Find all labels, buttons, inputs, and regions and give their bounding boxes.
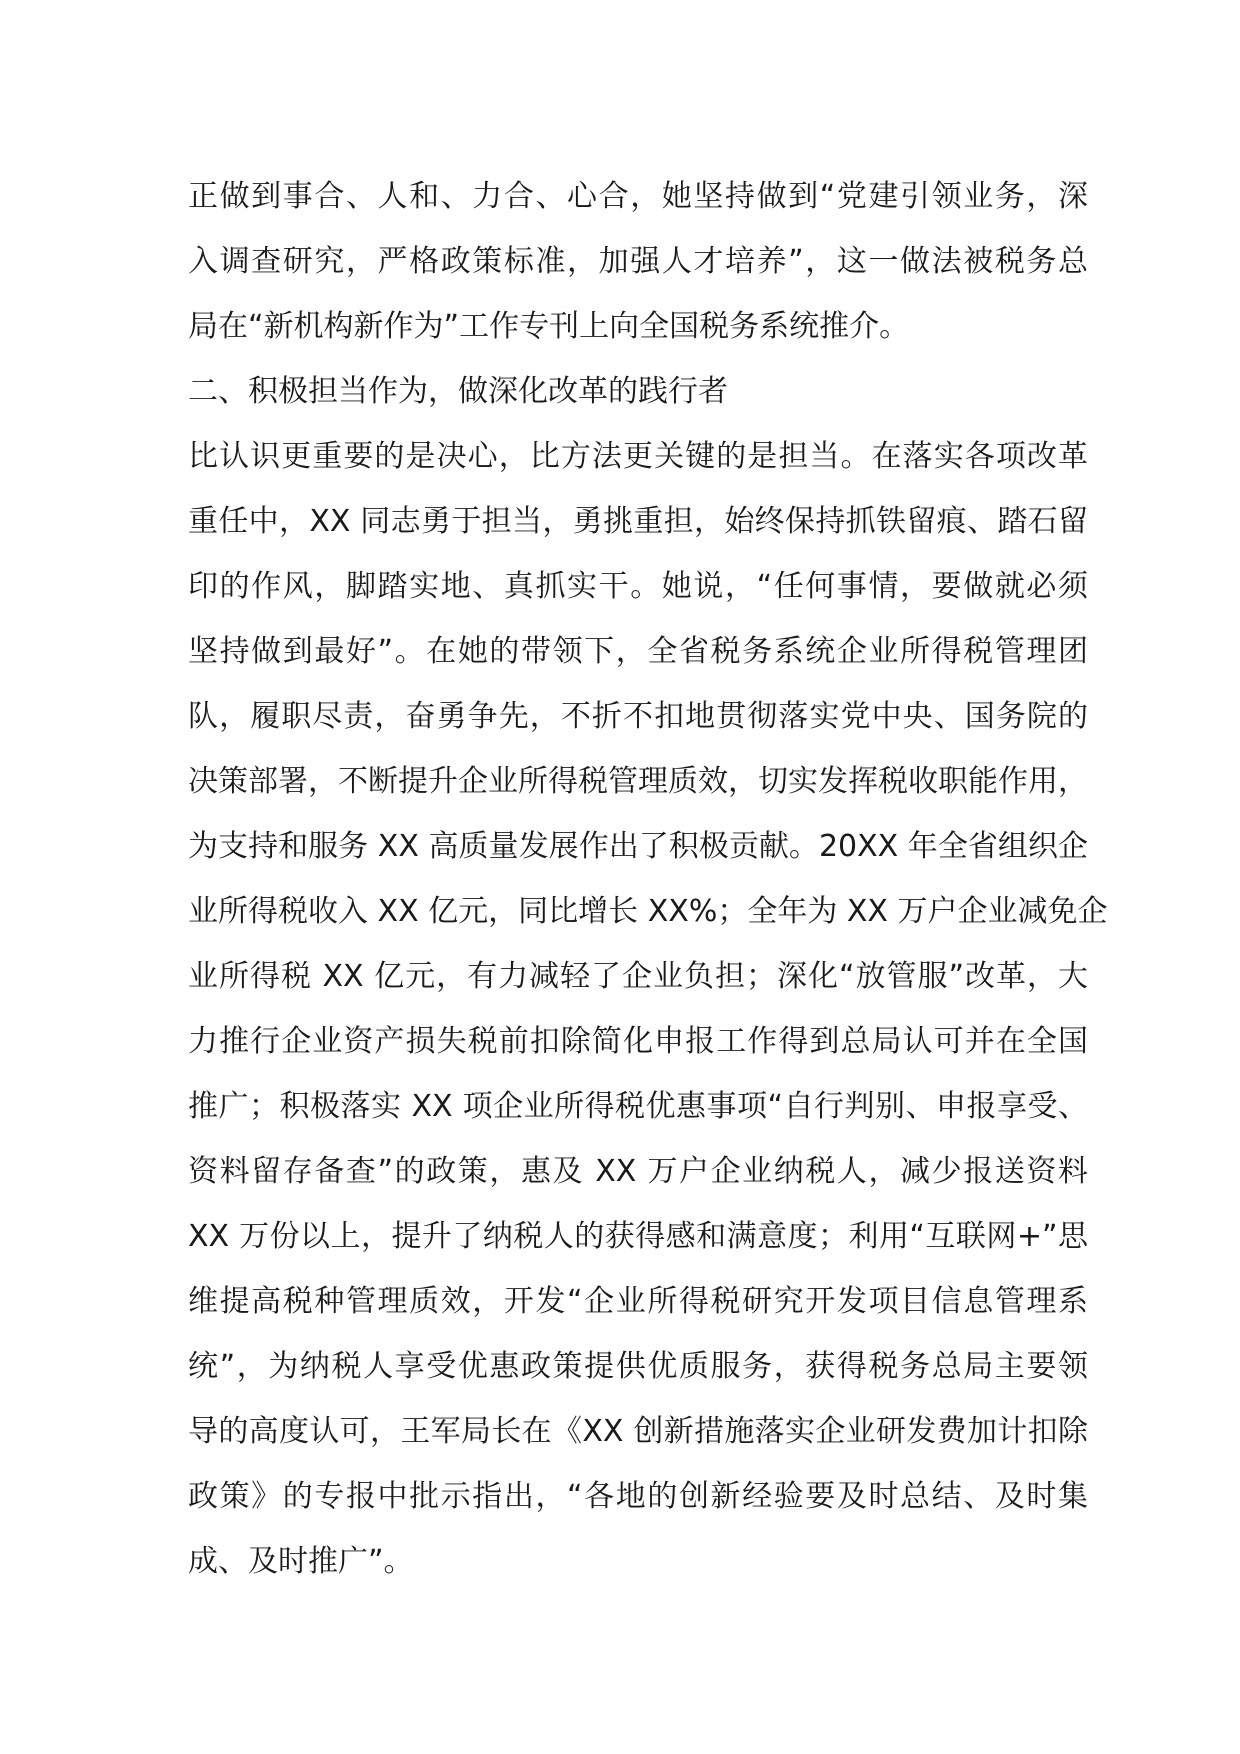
text-line: 导的高度认可，王军局长在《XX 创新措施落实企业研发费加计扣除 xyxy=(188,1414,1088,1449)
text-line: 业所得税收入 XX 亿元，同比增长 XX%；全年为 XX 万户企业减免企 xyxy=(188,894,1108,929)
text-line: 入调查研究，严格政策标准，加强人才培养”，这一做法被税务总 xyxy=(188,244,1088,279)
text-line: 重任中，XX 同志勇于担当，勇挑重担，始终保持抓铁留痕、踏石留 xyxy=(188,504,1088,539)
paragraph-end-line: 成、及时推广”。 xyxy=(188,1544,414,1579)
text-line: 政策》的专报中批示指出，“各地的创新经验要及时总结、及时集 xyxy=(188,1479,1088,1514)
text-line: 维提高税种管理质效，开发“企业所得税研究开发项目信息管理系 xyxy=(188,1284,1088,1319)
text-line: 为支持和服务 XX 高质量发展作出了积极贡献。20XX 年全省组织企 xyxy=(188,829,1088,864)
text-line: 决策部署，不断提升企业所得税管理质效，切实发挥税收职能作用， xyxy=(188,764,1088,799)
body-text xyxy=(188,164,1108,1594)
text-line: 业所得税 XX 亿元，有力减轻了企业负担；深化“放管服”改革，大 xyxy=(188,959,1088,994)
section-heading: 二、积极担当作为，做深化改革的践行者 xyxy=(188,374,728,409)
text-line: 资料留存备查”的政策，惠及 XX 万户企业纳税人，减少报送资料 xyxy=(188,1154,1088,1189)
text-line: 坚持做到最好”。在她的带领下，全省税务系统企业所得税管理团 xyxy=(188,634,1088,669)
text-line: 比认识更重要的是决心，比方法更关键的是担当。在落实各项改革 xyxy=(188,439,1088,474)
text-line: 统”，为纳税人享受优惠政策提供优质服务，获得税务总局主要领 xyxy=(188,1349,1088,1384)
text-line: 正做到事合、人和、力合、心合，她坚持做到“党建引领业务，深 xyxy=(188,179,1088,214)
text-line: 印的作风，脚踏实地、真抓实干。她说，“任何事情，要做就必须 xyxy=(188,569,1088,604)
text-line: 队，履职尽责，奋勇争先，不折不扣地贯彻落实党中央、国务院的 xyxy=(188,699,1088,734)
text-line: 力推行企业资产损失税前扣除简化申报工作得到总局认可并在全国 xyxy=(188,1024,1088,1059)
text-line: 推广；积极落实 XX 项企业所得税优惠事项“自行判别、申报享受、 xyxy=(188,1089,1088,1124)
text-line: XX 万份以上，提升了纳税人的获得感和满意度；利用“互联网+”思 xyxy=(188,1219,1088,1254)
paragraph-end-line: 局在“新机构新作为”工作专刊上向全国税务系统推介。 xyxy=(188,309,910,344)
